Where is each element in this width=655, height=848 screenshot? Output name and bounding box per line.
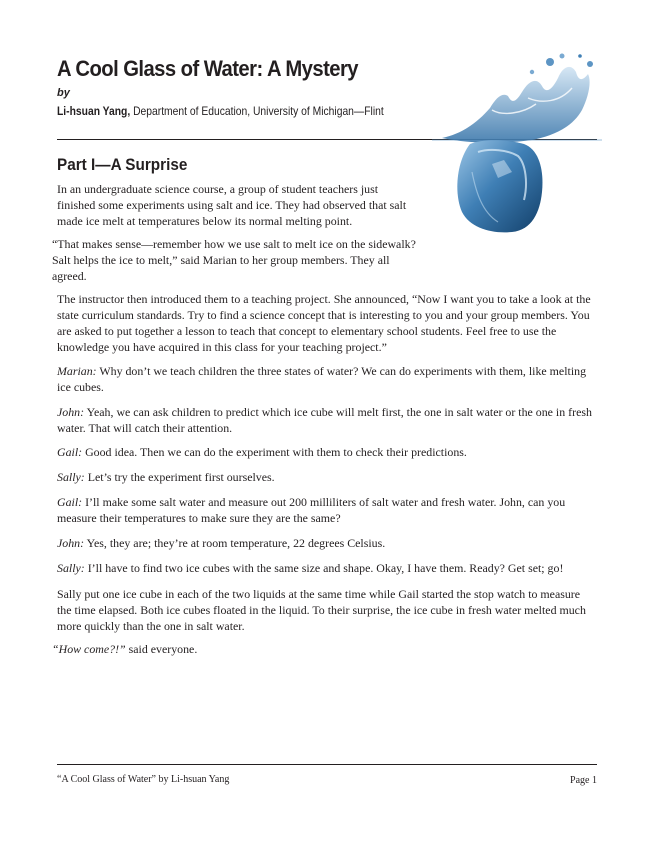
paragraph-experiment-result: Sally put one ice cube in each of the two liquids at the same time while Gail started the stop watch to measure the time elapsed. Both ice cubes floated in the liquid. To their surprise, the ice cube in fresh water melted much more quickly than the one in salt water. <box>57 587 586 633</box>
dialogue-line <box>57 494 597 526</box>
dialogue-line <box>57 363 597 395</box>
footer-citation: “A Cool Glass of Water” by Li-hsuan Yang <box>57 774 230 785</box>
dialogue-text: I’ll make some salt water and measure out 200 milliliters of salt water and fresh water. John, can you measure their temperatures to make sure they are the same? <box>57 495 566 525</box>
by-label: by <box>57 87 70 99</box>
dialogue-text: Why don’t we teach children the three states of water? We can do experiments with them, like melting ice cubes. <box>57 364 587 394</box>
dialogue-line <box>57 404 597 436</box>
speaker-name: Marian: <box>57 364 97 378</box>
dialogue-text: I’ll have to find two ice cubes with the same size and shape. Okay, I have them. Ready? Get set; go! <box>84 561 564 575</box>
ice-cube-splash-illustration <box>432 52 602 244</box>
section-heading: Part I—A Surprise <box>57 155 188 174</box>
paragraph-how-come <box>52 641 592 657</box>
speaker-name: John: <box>57 405 85 419</box>
dialogue-text: Yes, they are; they’re at room temperature, 22 degrees Celsius. <box>84 536 386 550</box>
dialogue-line <box>57 560 597 576</box>
page-number: Page 1 <box>570 775 597 786</box>
paragraph-instructor: The instructor then introduced them to a teaching project. She announced, “Now I want you to take a look at the state curriculum standards. Try to find a science concept that is interesting to you and your group members. You are asked to put together a lesson to teach that concept to elementary school students. Feel free to use the knowledge you have acquired in this class for your teaching project.” <box>57 292 591 354</box>
speaker-name: Gail: <box>57 445 83 459</box>
exclamation-attribution: said everyone. <box>125 642 198 656</box>
dialogue-line <box>57 469 597 485</box>
speaker-name: Gail: <box>57 495 83 509</box>
dialogue-line <box>57 444 597 460</box>
author-affiliation: Department of Education, University of Michigan—Flint <box>133 104 384 118</box>
dialogue-text: Yeah, we can ask children to predict which ice cube will melt first, the one in salt water or the one in fresh water. That will catch their attention. <box>57 405 592 435</box>
paragraph-intro: In an undergraduate science course, a group of student teachers just finished some experiments using salt and ice. They had observed that salt made ice melt at temperatures below its normal melting point. <box>57 182 407 228</box>
document-title: A Cool Glass of Water: A Mystery <box>57 56 358 81</box>
dialogue-text: Let’s try the experiment first ourselves. <box>84 470 275 484</box>
exclamation: “How come?!” <box>52 642 126 656</box>
speaker-name: Sally: <box>57 470 85 484</box>
byline <box>57 104 384 118</box>
author-name: Li-hsuan Yang, <box>57 104 131 118</box>
dialogue-line <box>57 535 597 551</box>
speaker-name: Sally: <box>57 561 85 575</box>
footer-rule <box>57 764 597 765</box>
dialogue-text: Good idea. Then we can do the experiment with them to check their predictions. <box>82 445 467 459</box>
speaker-name: John: <box>57 536 85 550</box>
paragraph-marian-quote: “That makes sense—remember how we use salt to melt ice on the sidewalk? Salt helps the ice to melt,” said Marian to her group members. They all agreed. <box>52 237 416 283</box>
